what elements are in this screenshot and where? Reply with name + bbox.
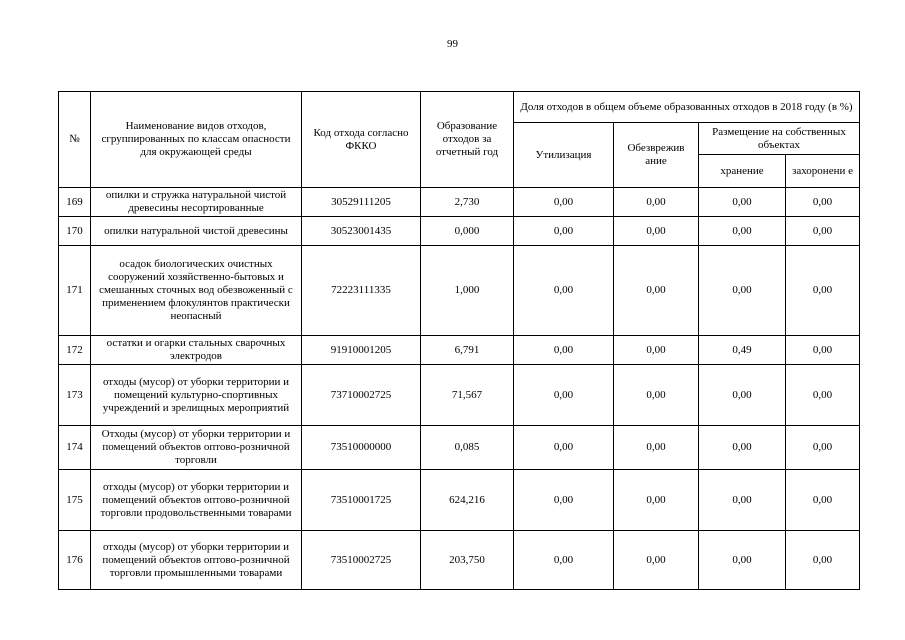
burial-value: 0,00	[786, 188, 860, 217]
table-row	[59, 246, 860, 336]
row-number: 173	[59, 365, 91, 426]
storage-value: 0,00	[699, 246, 786, 336]
header-name: Наименование видов отходов, сгруппированных по классам опасности для окружающей среды	[91, 92, 302, 188]
neutralization-value: 0,00	[614, 365, 699, 426]
waste-code: 73510000000	[302, 426, 421, 470]
table-row	[59, 426, 860, 470]
storage-value: 0,00	[699, 365, 786, 426]
waste-code: 30523001435	[302, 217, 421, 246]
utilization-value: 0,00	[514, 336, 614, 365]
header-storage: хранение	[699, 155, 786, 188]
neutralization-value: 0,00	[614, 470, 699, 531]
neutralization-value: 0,00	[614, 426, 699, 470]
utilization-value: 0,00	[514, 246, 614, 336]
utilization-value: 0,00	[514, 426, 614, 470]
burial-value: 0,00	[786, 365, 860, 426]
row-number: 175	[59, 470, 91, 531]
table-row	[59, 470, 860, 531]
waste-name: отходы (мусор) от уборки территории и помещений объектов оптово-розничной торговли продовольственными товарами	[91, 470, 302, 531]
waste-code: 73710002725	[302, 365, 421, 426]
storage-value: 0,00	[699, 217, 786, 246]
header-no: №	[59, 92, 91, 188]
utilization-value: 0,00	[514, 217, 614, 246]
storage-value: 0,00	[699, 188, 786, 217]
waste-name: опилки натуральной чистой древесины	[91, 217, 302, 246]
header-utilization: Утилизация	[514, 123, 614, 188]
storage-value: 0,49	[699, 336, 786, 365]
table-row	[59, 188, 860, 217]
waste-name: опилки и стружка натуральной чистой древесины несортированные	[91, 188, 302, 217]
table-row	[59, 336, 860, 365]
utilization-value: 0,00	[514, 470, 614, 531]
waste-name: отходы (мусор) от уборки территории и помещений объектов оптово-розничной торговли промышленными товарами	[91, 531, 302, 590]
row-number: 171	[59, 246, 91, 336]
waste-name: Отходы (мусор) от уборки территории и помещений объектов оптово-розничной торговли	[91, 426, 302, 470]
formation-value: 1,000	[421, 246, 514, 336]
header-neutralization: Обезврежив ание	[614, 123, 699, 188]
utilization-value: 0,00	[514, 188, 614, 217]
row-number: 174	[59, 426, 91, 470]
waste-code: 73510001725	[302, 470, 421, 531]
header-burial: захоронени е	[786, 155, 860, 188]
storage-value: 0,00	[699, 470, 786, 531]
burial-value: 0,00	[786, 531, 860, 590]
row-number: 176	[59, 531, 91, 590]
waste-name: отходы (мусор) от уборки территории и помещений культурно-спортивных учреждений и зрелищных мероприятий	[91, 365, 302, 426]
waste-code: 72223111335	[302, 246, 421, 336]
neutralization-value: 0,00	[614, 531, 699, 590]
neutralization-value: 0,00	[614, 336, 699, 365]
storage-value: 0,00	[699, 531, 786, 590]
burial-value: 0,00	[786, 336, 860, 365]
waste-name: осадок биологических очистных сооружений хозяйственно-бытовых и смешанных сточных вод обезвоженный с применением флокулянтов практически неопасный	[91, 246, 302, 336]
row-number: 170	[59, 217, 91, 246]
waste-code: 73510002725	[302, 531, 421, 590]
header-formation: Образование отходов за отчетный год	[421, 92, 514, 188]
formation-value: 624,216	[421, 470, 514, 531]
formation-value: 2,730	[421, 188, 514, 217]
neutralization-value: 0,00	[614, 246, 699, 336]
row-number: 172	[59, 336, 91, 365]
waste-table	[58, 91, 860, 590]
row-number: 169	[59, 188, 91, 217]
formation-value: 71,567	[421, 365, 514, 426]
formation-value: 0,000	[421, 217, 514, 246]
burial-value: 0,00	[786, 426, 860, 470]
formation-value: 6,791	[421, 336, 514, 365]
burial-value: 0,00	[786, 246, 860, 336]
table-row	[59, 365, 860, 426]
waste-code: 30529111205	[302, 188, 421, 217]
waste-code: 91910001205	[302, 336, 421, 365]
neutralization-value: 0,00	[614, 188, 699, 217]
waste-name: остатки и огарки стальных сварочных электродов	[91, 336, 302, 365]
page-number: 99	[447, 38, 458, 50]
burial-value: 0,00	[786, 217, 860, 246]
header-placement: Размещение на собственных объектах	[699, 123, 860, 155]
utilization-value: 0,00	[514, 531, 614, 590]
neutralization-value: 0,00	[614, 217, 699, 246]
table-row	[59, 531, 860, 590]
formation-value: 203,750	[421, 531, 514, 590]
header-code: Код отхода согласно ФККО	[302, 92, 421, 188]
table-row	[59, 217, 860, 246]
burial-value: 0,00	[786, 470, 860, 531]
header-share: Доля отходов в общем объеме образованных отходов в 2018 году (в %)	[514, 92, 860, 123]
utilization-value: 0,00	[514, 365, 614, 426]
storage-value: 0,00	[699, 426, 786, 470]
formation-value: 0,085	[421, 426, 514, 470]
